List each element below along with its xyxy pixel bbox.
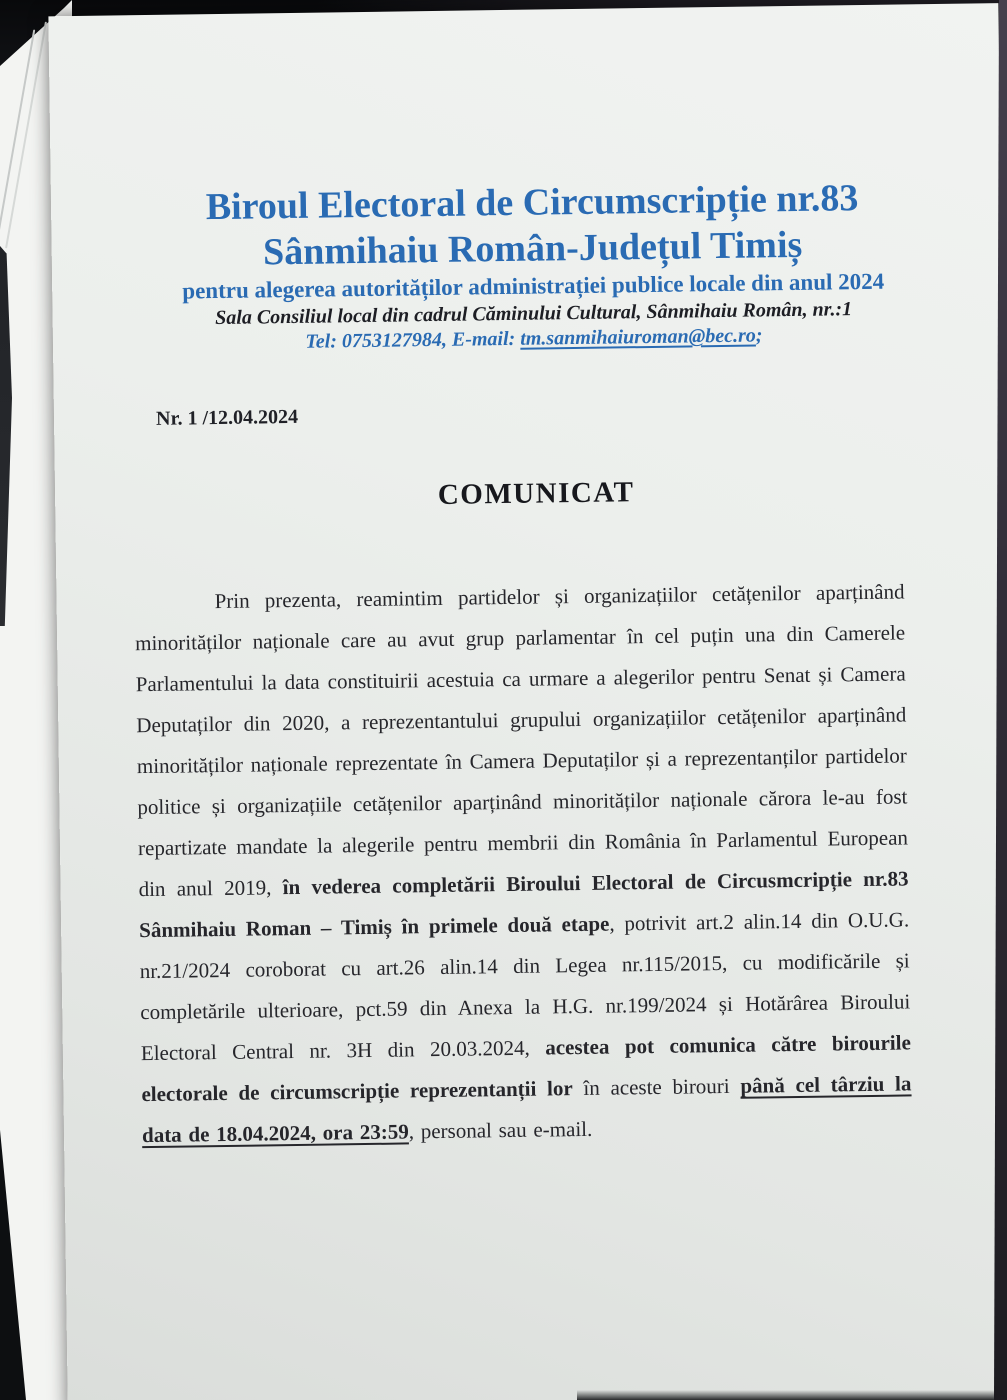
body-run-6: până cel târziu la data de 18.04.2024, ora 23:59 (141, 1071, 912, 1148)
body-run-3: , potrivit art.2 alin.14 din O.U.G. nr.21/2024 coroborat cu art.26 alin.14 din Legea nr.115/2015, cu modificările și completările ulterioare, pct.59 din Anexa la H.G. nr.199/2024 și Hotărârea Biroului Electoral Central nr. 3H din 20.03.2024, (139, 907, 911, 1066)
body-run-4: acestea pot comunica către birourile electorale de circumscripție reprezentanții lor (141, 1030, 912, 1107)
contact-suffix: ; (755, 324, 763, 347)
header-title-line2: Sânmihaiu Român-Județul Timiș (262, 223, 803, 274)
header-subtitle: pentru alegerea autorităților administrației publice locale din anul 2024 (182, 268, 885, 304)
body-paragraph (134, 571, 912, 1156)
header-address: Sala Consiliul local din cadrul Căminului Cultural, Sânmihaiu Român, nr.:1 (215, 298, 853, 330)
document-header (63, 173, 1003, 357)
body-run-7: , personal sau e-mail. (408, 1116, 593, 1144)
document-title: COMUNICAT (437, 476, 635, 511)
email-text: tm.sanmihaiuroman@bec.ro (520, 324, 756, 350)
body-run-5: în aceste birouri (572, 1073, 741, 1101)
paper-sheet (48, 3, 1007, 1400)
body-run-2: în vederea completării Biroului Electoral de Circusmcripție nr.83 Sânmihaiu Roman – Timiș în primele două etape (139, 866, 909, 943)
reference-number: Nr. 1 /12.04.2024 (155, 405, 299, 430)
body-run-1: Prin prezenta, reamintim partidelor și organizațiilor cetățenilor aparținând minorităților naționale care au avut grup parlamentar în cel puțin una din Camerele Parlamentului la data constituirii acestuia ca urmare a alegerilor pentru Senat și Camera Deputaților din 2020, a reprezentantului grupului organizațiilor cetățenilor aparținând minorităților naționale reprezentate în Camera Deputaților și a reprezentanților partidelor politice și organizațiile cetățenilor aparținând minorităților naționale cărora le-au fost repartizate mandate la alegerile pentru membrii din România în Parlamentul European din anul 2019, (135, 579, 909, 902)
document-content (48, 3, 1007, 1400)
contact-prefix: Tel: 0753127984, E-mail: (305, 327, 521, 353)
header-title-line1: Biroul Electoral de Circumscripție nr.83 (205, 177, 859, 229)
paper-bottom-edge-shadow (577, 1390, 1007, 1400)
